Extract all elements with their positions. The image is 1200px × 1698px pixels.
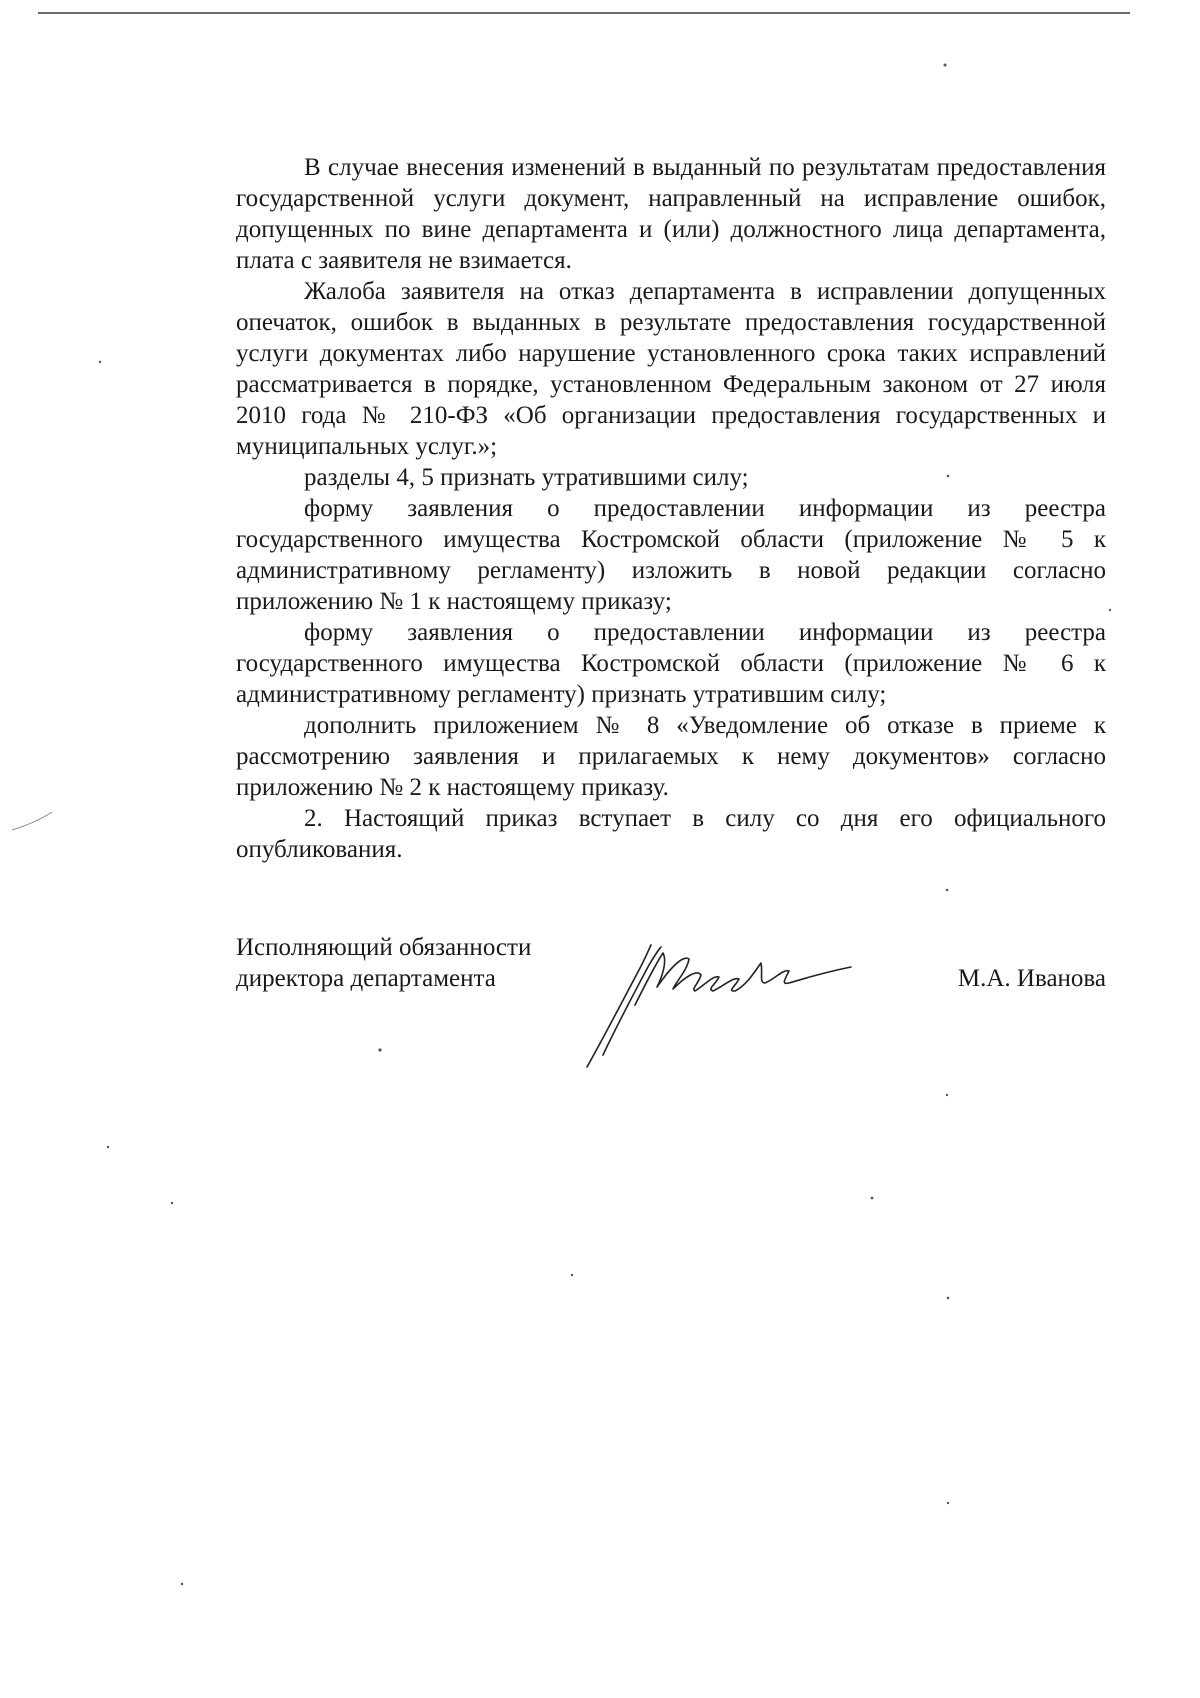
- paragraph-fee-exemption: В случае внесения изменений в выданный по результатам предоставления государственной услуги документ, направленный на исправление ошибок, допущенных по вине департамента и (или) должностного лица департамента, плата с заявителя не взимается.: [236, 154, 1106, 274]
- paragraph-effective-date: 2. Настоящий приказ вступает в силу со дня его официального опубликования.: [236, 805, 1106, 863]
- document-body: [236, 152, 1106, 865]
- paragraph-form-appendix-6: форму заявления о предоставлении информации из реестра государственного имущества Костромской области (приложение № 6 к административному регламенту) признать утратившим силу;: [236, 619, 1106, 708]
- signatory-position: [236, 932, 576, 994]
- signatory-name: М.А. Иванова: [957, 965, 1106, 992]
- paragraph-sections-void: разделы 4, 5 признать утратившими силу;: [304, 464, 749, 491]
- handwritten-signature: [575, 925, 865, 1075]
- paragraph-appendix-8: дополнить приложением № 8 «Уведомление об отказе в приеме к рассмотрению заявления и прилагаемых к нему документов» согласно приложению № 2 к настоящему приказу.: [236, 712, 1106, 801]
- paragraph-complaint: Жалоба заявителя на отказ департамента в исправлении допущенных опечаток, ошибок в выданных в результате предоставления государственной услуги документах либо нарушение установленного срока таких исправлений рассматривается в порядке, установленном Федеральным законом от 27 июля 2010 года № 210-ФЗ «Об организации предоставления государственных и муниципальных услуг.»;: [236, 278, 1106, 460]
- signatory-position-line-1: Исполняющий обязанности: [236, 934, 532, 961]
- scan-edge-line: [38, 12, 1130, 14]
- paragraph-form-appendix-5: форму заявления о предоставлении информации из реестра государственного имущества Костромской области (приложение № 5 к административному регламенту) изложить в новой редакции согласно приложению № 1 к настоящему приказу;: [236, 495, 1106, 615]
- signatory-position-line-2: директора департамента: [236, 965, 496, 992]
